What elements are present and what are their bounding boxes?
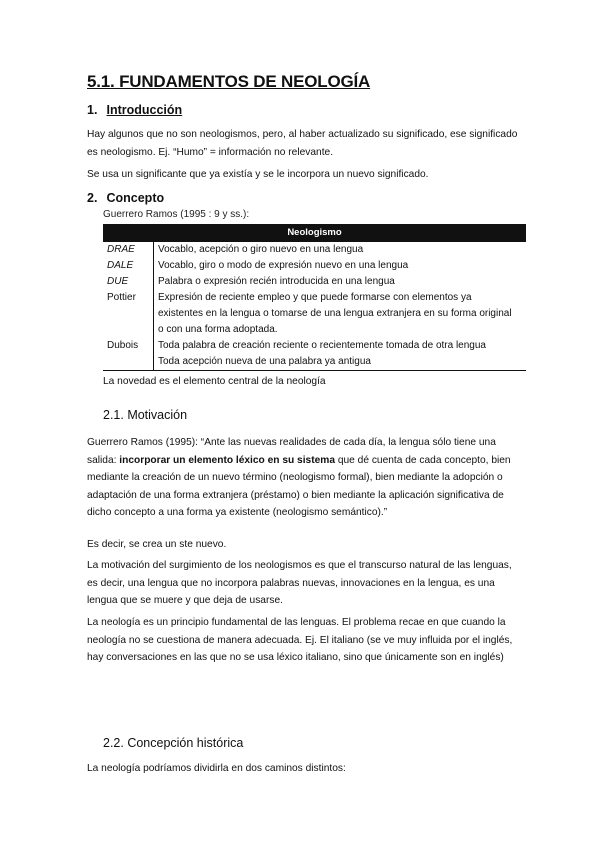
- page-title: 5.1. FUNDAMENTOS DE NEOLOGÍA: [87, 72, 371, 91]
- definition-line: Toda palabra de creación reciente o recientemente tomada de otra lengua: [158, 340, 486, 351]
- table-row-definition: [154, 258, 527, 274]
- section-number: 1.: [87, 103, 98, 117]
- subsection-heading-motivacion: 2.1. Motivación: [103, 408, 188, 422]
- motivacion-paragraph-2: Es decir, se crea un ste nuevo.: [87, 539, 227, 550]
- quote-emphasis: incorporar un elemento léxico en su sistema: [119, 454, 335, 466]
- table-row-definition: [154, 338, 527, 371]
- section-number: 2.: [87, 191, 98, 205]
- table-header: Neologismo: [103, 224, 526, 242]
- historica-paragraph-1: La neología podríamos dividirla en dos caminos distintos:: [87, 763, 346, 774]
- definition-line: Expresión de reciente empleo y que puede formarse con elementos ya: [158, 292, 472, 303]
- motivacion-paragraph-1: [87, 434, 519, 522]
- motivacion-paragraph-3: La motivación del surgimiento de los neologismos es que el transcurso natural de las lenguas, es decir, una lengua que no incorpora palabras nuevas, innovaciones en la lengua, es una lengua que se muere y que deja de usarse.: [87, 560, 512, 606]
- definition-line: Toda acepción nueva de una palabra ya antigua: [158, 356, 371, 367]
- table-row: [103, 290, 526, 338]
- table-row: [103, 338, 526, 371]
- section-heading-concepto: [87, 191, 164, 205]
- table-row-key: DUE: [103, 274, 154, 290]
- definition-line: existentes en la lengua o tomarse de una lengua extranjera en su forma original: [158, 308, 512, 319]
- table-row-key: DALE: [103, 258, 154, 274]
- neologismo-table: [103, 224, 526, 371]
- section-title: Introducción: [106, 103, 183, 117]
- table-source: Guerrero Ramos (1995 : 9 y ss.):: [103, 209, 250, 220]
- table-row-definition: [154, 290, 527, 338]
- definition-line: o con una forma adoptada.: [158, 324, 278, 335]
- definition-line: Vocablo, acepción o giro nuevo en una lengua: [158, 244, 364, 255]
- table-row-definition: [154, 274, 527, 290]
- section-heading-introduccion: [87, 103, 182, 117]
- table-row: [103, 258, 526, 274]
- motivacion-paragraph-4: La neología es un principio fundamental de las lenguas. El problema recae en que cuando la neología no se cuestiona de manera adecuada. Ej. El italiano (se ve muy influida por el inglés, hay conversaciones en las que no se usa léxico italiano, sino que únicamente son en inglés): [87, 617, 513, 663]
- section-title: Concepto: [106, 191, 165, 205]
- definition-line: Palabra o expresión recién introducida en una lengua: [158, 276, 395, 287]
- table-row-key: Dubois: [103, 338, 154, 371]
- concept-summary: La novedad es el elemento central de la neología: [103, 376, 326, 387]
- quote-text: Guerrero Ramos (1995): “Ante las nuevas realidades de cada día, la lengua sólo tiene una salida:: [87, 437, 496, 466]
- quote-text: que dé cuenta de cada concepto, bien mediante la creación de un nuevo término (neologismo formal), bien mediante la adopción o adaptación de una forma extranjera (préstamo) o bien mediante la aplicación significativa de dicho concepto a una forma ya existente (neologismo semántico).”: [87, 454, 511, 518]
- subsection-heading-concepcion-historica: 2.2. Concepción histórica: [103, 736, 244, 750]
- definition-line: Vocablo, giro o modo de expresión nuevo en una lengua: [158, 260, 409, 271]
- table-row-definition: [154, 242, 527, 258]
- table-row-key: Pottier: [103, 290, 154, 338]
- table-row: [103, 242, 526, 258]
- intro-paragraph-1: Hay algunos que no son neologismos, pero, al haber actualizado su significado, ese significado es neologismo. Ej. “Humo” = información no relevante.: [87, 129, 518, 158]
- intro-paragraph-2: Se usa un significante que ya existía y se le incorpora un nuevo significado.: [87, 169, 429, 180]
- table-row: [103, 274, 526, 290]
- table-row-key: DRAE: [103, 242, 154, 258]
